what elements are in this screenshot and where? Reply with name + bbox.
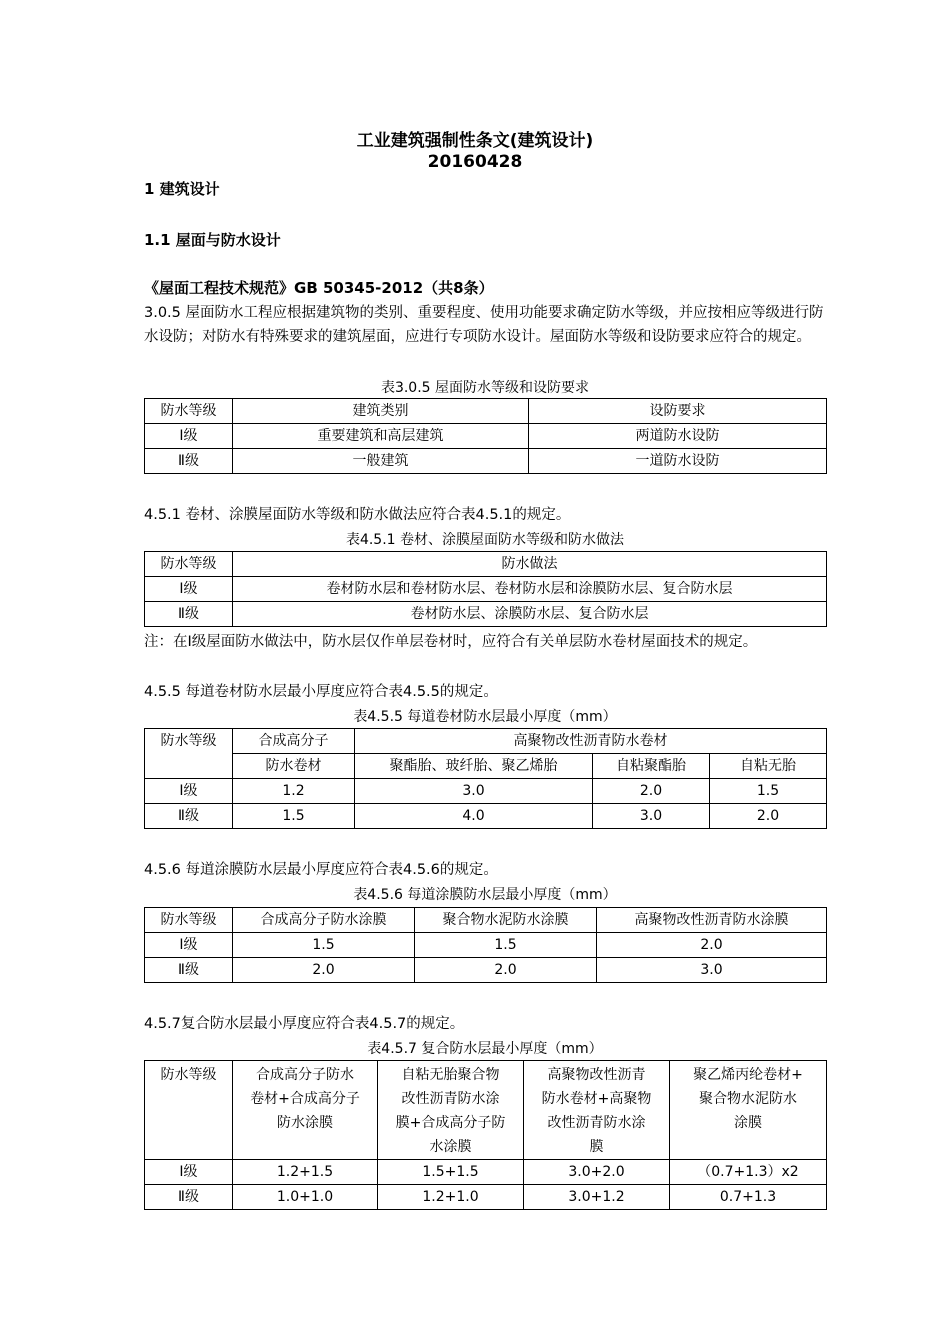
header-line: 聚合物水泥防水 xyxy=(699,1091,797,1107)
header-line: 防水涂膜 xyxy=(277,1115,333,1131)
table-row xyxy=(145,449,827,474)
header-cell: 防水卷材 xyxy=(233,754,355,779)
table-4-5-6-caption: 表4.5.6 每道涂膜防水层最小厚度（mm） xyxy=(353,887,617,903)
table-row xyxy=(145,933,827,958)
table-cell: 1.5 xyxy=(233,933,415,958)
header-line: 高聚物改性沥青 xyxy=(547,1067,646,1083)
header-line: 膜 xyxy=(589,1139,604,1155)
table-cell: Ⅰ级 xyxy=(145,424,233,449)
table-cell: （0.7+1.3）x2 xyxy=(670,1160,827,1185)
header-line: 膜+合成高分子防 xyxy=(395,1115,506,1131)
table-cell: 2.0 xyxy=(593,779,710,804)
table-4-5-7-caption: 表4.5.7 复合防水层最小厚度（mm） xyxy=(367,1041,603,1057)
header-cell: 防水等级 xyxy=(145,908,233,933)
table-3-0-5 xyxy=(144,398,827,474)
table-row xyxy=(145,577,827,602)
clause-4-5-1: 4.5.1 卷材、涂膜屋面防水等级和防水做法应符合表4.5.1的规定。 xyxy=(144,507,571,523)
clause-4-5-7: 4.5.7复合防水层最小厚度应符合表4.5.7的规定。 xyxy=(144,1016,465,1032)
header-line: 水涂膜 xyxy=(429,1139,472,1155)
header-cell: 自粘无胎 xyxy=(710,754,827,779)
header-line: 涂膜 xyxy=(734,1115,762,1131)
header-cell: 聚合物水泥防水涂膜 xyxy=(415,908,597,933)
table-cell: 2.0 xyxy=(233,958,415,983)
table-row xyxy=(145,804,827,829)
table-cell: Ⅰ级 xyxy=(145,577,233,602)
table-cell: 1.5+1.5 xyxy=(378,1160,524,1185)
header-cell: 聚酯胎、玻纤胎、聚乙烯胎 xyxy=(355,754,593,779)
table-row xyxy=(145,602,827,627)
header-cell: 自粘聚酯胎 xyxy=(593,754,710,779)
header-line: 合成高分子防水 xyxy=(256,1067,354,1083)
table-row xyxy=(145,779,827,804)
table-cell: 2.0 xyxy=(710,804,827,829)
table-cell: 重要建筑和高层建筑 xyxy=(233,424,529,449)
table-cell: 1.5 xyxy=(710,779,827,804)
table-row xyxy=(145,1160,827,1185)
clause-3-0-5: 3.0.5 屋面防水工程应根据建筑物的类别、重要程度、使用功能要求确定防水等级，并应按相应等级进行防水设防；对防水有特殊要求的建筑屋面，应进行专项防水设计。屋面防水等级和设防要求应符合的规定。 xyxy=(144,305,824,345)
header-cell: 设防要求 xyxy=(529,399,827,424)
header-cell: 防水等级 xyxy=(145,399,233,424)
header-line: 卷材+合成高分子 xyxy=(250,1091,360,1107)
clause-4-5-6: 4.5.6 每道涂膜防水层最小厚度应符合表4.5.6的规定。 xyxy=(144,862,498,878)
table-4-5-1 xyxy=(144,551,827,627)
table-cell: 3.0 xyxy=(597,958,827,983)
table-cell: 1.2+1.0 xyxy=(378,1185,524,1210)
header-cell: 防水等级 xyxy=(145,1061,233,1160)
table-header-row xyxy=(145,908,827,933)
table-cell: 1.2+1.5 xyxy=(233,1160,378,1185)
header-cell xyxy=(524,1061,670,1160)
table-header-row xyxy=(145,1061,827,1160)
table-row xyxy=(145,424,827,449)
clause-4-5-5: 4.5.5 每道卷材防水层最小厚度应符合表4.5.5的规定。 xyxy=(144,684,498,700)
standard-heading: 《屋面工程技术规范》GB 50345-2012（共8条） xyxy=(144,279,494,297)
header-cell: 高聚物改性沥青防水涂膜 xyxy=(597,908,827,933)
table-3-0-5-caption: 表3.0.5 屋面防水等级和设防要求 xyxy=(380,380,590,396)
table-cell: 4.0 xyxy=(355,804,593,829)
table-header-row xyxy=(145,729,827,754)
table-cell: 3.0 xyxy=(355,779,593,804)
table-cell: 一般建筑 xyxy=(233,449,529,474)
table-header-row xyxy=(145,552,827,577)
table-cell: Ⅰ级 xyxy=(145,1160,233,1185)
table-cell: 1.0+1.0 xyxy=(233,1185,378,1210)
table-cell: 3.0+2.0 xyxy=(524,1160,670,1185)
table-4-5-6 xyxy=(144,907,827,983)
table-cell: 1.2 xyxy=(233,779,355,804)
table-cell: 3.0+1.2 xyxy=(524,1185,670,1210)
table-cell: Ⅱ级 xyxy=(145,1185,233,1210)
table-cell: 2.0 xyxy=(415,958,597,983)
table-row xyxy=(145,958,827,983)
table-cell: Ⅱ级 xyxy=(145,449,233,474)
header-cell xyxy=(378,1061,524,1160)
table-cell: 两道防水设防 xyxy=(529,424,827,449)
table-cell: 3.0 xyxy=(593,804,710,829)
doc-date: 20160428 xyxy=(427,152,523,172)
header-cell: 合成高分子防水涂膜 xyxy=(233,908,415,933)
table-row xyxy=(145,1185,827,1210)
table-cell: 1.5 xyxy=(415,933,597,958)
header-cell: 建筑类别 xyxy=(233,399,529,424)
table-header-row xyxy=(145,399,827,424)
table-cell: Ⅱ级 xyxy=(145,804,233,829)
header-line: 聚乙烯丙纶卷材+ xyxy=(693,1067,803,1083)
section-heading-1-1: 1.1 屋面与防水设计 xyxy=(144,231,281,249)
table-cell: 1.5 xyxy=(233,804,355,829)
table-cell: Ⅱ级 xyxy=(145,958,233,983)
header-line: 改性沥青防水涂 xyxy=(547,1115,646,1131)
table-4-5-1-note: 注：在Ⅰ级屋面防水做法中，防水层仅作单层卷材时，应符合有关单层防水卷材屋面技术的规定。 xyxy=(144,634,758,650)
section-heading-1: 1 建筑设计 xyxy=(144,180,220,198)
table-cell: 2.0 xyxy=(597,933,827,958)
table-4-5-5 xyxy=(144,728,827,829)
header-line: 防水卷材+高聚物 xyxy=(541,1091,652,1107)
table-cell: 卷材防水层、涂膜防水层、复合防水层 xyxy=(233,602,827,627)
table-cell: Ⅰ级 xyxy=(145,933,233,958)
header-line: 自粘无胎聚合物 xyxy=(401,1067,500,1083)
header-line: 改性沥青防水涂 xyxy=(401,1091,500,1107)
table-cell: Ⅰ级 xyxy=(145,779,233,804)
table-4-5-7 xyxy=(144,1060,827,1210)
header-cell xyxy=(670,1061,827,1160)
header-cell: 高聚物改性沥青防水卷材 xyxy=(355,729,827,754)
table-header-row xyxy=(145,754,827,779)
table-cell: 一道防水设防 xyxy=(529,449,827,474)
header-cell: 合成高分子 xyxy=(233,729,355,754)
table-cell: 卷材防水层和卷材防水层、卷材防水层和涂膜防水层、复合防水层 xyxy=(233,577,827,602)
header-cell: 防水等级 xyxy=(145,552,233,577)
table-cell: Ⅱ级 xyxy=(145,602,233,627)
table-cell: 0.7+1.3 xyxy=(670,1185,827,1210)
doc-title: 工业建筑强制性条文(建筑设计) xyxy=(356,131,594,151)
table-4-5-5-caption: 表4.5.5 每道卷材防水层最小厚度（mm） xyxy=(353,709,617,725)
header-cell: 防水做法 xyxy=(233,552,827,577)
header-cell xyxy=(233,1061,378,1160)
table-4-5-1-caption: 表4.5.1 卷材、涂膜屋面防水等级和防水做法 xyxy=(345,532,625,548)
header-cell: 防水等级 xyxy=(145,729,233,779)
